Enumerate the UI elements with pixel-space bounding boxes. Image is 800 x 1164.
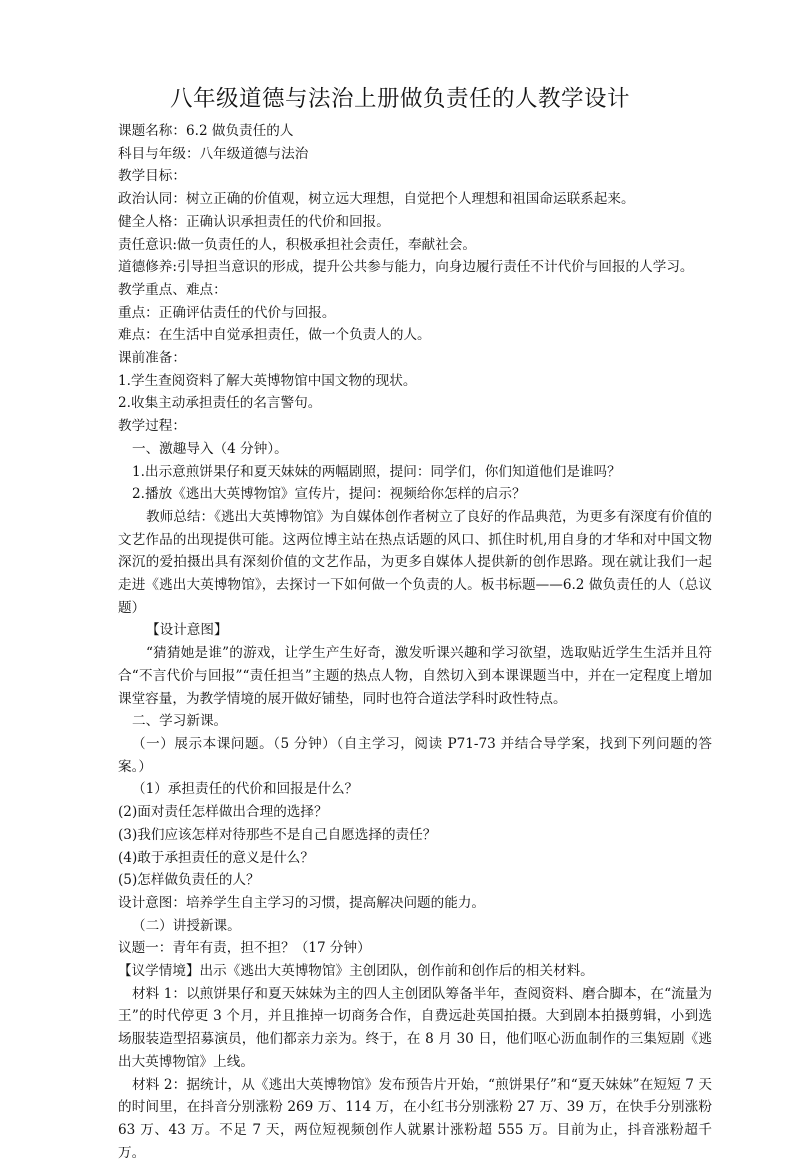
paragraph: 重点：正确评估责任的代价与回报。 — [118, 304, 336, 321]
list-item: 1.学生查阅资料了解大英博物馆中国文物的现状。 — [118, 372, 417, 389]
list-item: (3)我们应该怎样对待那些不是自己自愿选择的责任？ — [118, 826, 437, 843]
section-heading: （二）讲授新课。 — [132, 917, 241, 934]
paragraph: 【议学情境】出示《逃出大英博物馆》主创团队，创作前和创作后的相关材料。 — [118, 963, 594, 980]
paragraph: 难点：在生活中自觉承担责任，做一个负责人的人。 — [118, 327, 431, 344]
section-heading: 【设计意图】 — [146, 622, 228, 639]
paragraph: 政治认同：树立正确的价值观，树立远大理想，自觉把个人理想和祖国命运联系起来。 — [118, 191, 635, 208]
paragraph: 材料 1：以煎饼果仔和夏天妹妹为主的四人主创团队筹备半年，查阅资料、磨合脚本，在“流量为王”的时代停更 3 个月，并且推掉一切商务合作，自费远赴英国拍摄。大到剧本拍摄剪辑，小到选场服装造型招募演员，他们都亲力亲为。终于，在 8 月 30 日，他们呕心沥血制作的三集短剧《逃出大英博物馆》上线。 — [118, 985, 712, 1070]
paragraph: “猜猜她是谁”的游戏，让学生产生好奇，激发听课兴趣和学习欲望，选取贴近学生生活并且符合“不言代价与回报”“责任担当”主题的热点人物，自然切入到本课课题当中，并在一定程度上增加课堂容量，为教学情境的展开做好铺垫，同时也符合道法学科时政性特点。 — [118, 645, 712, 707]
subject-grade: 科目与年级：八年级道德与法治 — [118, 145, 309, 162]
paragraph: 材料 2：据统计，从《逃出大英博物馆》发布预告片开始，“煎饼果仔”和“夏天妹妹”在短短 7 天的时间里，在抖音分别涨粉 269 万、114 万，在小红书分别涨粉 27 万、39 万，在快手分别涨粉 63 万、43 万。不足 7 天，两位短视频创作人就累计涨粉超 555 万。目前为止，抖音涨粉超千万。 — [118, 1076, 712, 1161]
section-heading: 议题一：青年有责，担不担？（17 分钟） — [118, 940, 371, 957]
course-name: 课题名称：6.2 做负责任的人 — [118, 123, 294, 139]
section-heading: 一、激趣导入（4 分钟）。 — [132, 440, 288, 457]
list-item: 1.出示意煎饼果仔和夏天妹妹的两幅剧照，提问：同学们，你们知道他们是谁吗？ — [132, 463, 621, 480]
section-heading: 教学过程： — [118, 418, 186, 435]
section-heading: 教学重点、难点： — [118, 281, 227, 298]
paragraph: 道德修养:引导担当意识的形成，提升公共参与能力，向身边履行责任不计代价与回报的人学习。 — [118, 259, 694, 276]
section-heading: 课前准备： — [118, 350, 186, 367]
paragraph: 责任意识:做一负责任的人，积极承担社会责任，奉献社会。 — [118, 236, 477, 253]
section-heading: 教学目标： — [118, 168, 186, 185]
paragraph: （一）展示本课问题。（5 分钟）（自主学习，阅读 P71-73 并结合导学案，找到下列问题的答案。） — [118, 735, 712, 775]
list-item: （1）承担责任的代价和回报是什么？ — [132, 781, 359, 798]
list-item: 2.播放《逃出大英博物馆》宣传片，提问：视频给你怎样的启示？ — [132, 486, 526, 503]
paragraph: 设计意图：培养学生自主学习的习惯，提高解决问题的能力。 — [118, 894, 486, 911]
section-heading: 二、学习新课。 — [132, 713, 228, 730]
document-body — [118, 120, 712, 1164]
paragraph: 教师总结：《逃出大英博物馆》为自媒体创作者树立了良好的作品典范，为更多有深度有价值的文艺作品的出现提供可能。这两位博主站在热点话题的风口、抓住时机,用自身的才华和对中国文物深沉的爱拍摄出具有深刻价值的文艺作品，为更多自媒体人提供新的创作思路。现在就让我们一起走进《逃出大英博物馆》，去探讨一下如何做一个负责的人。板书标题——6.2 做负责任的人（总议题） — [118, 508, 712, 616]
list-item: 2.收集主动承担责任的名言警句。 — [118, 395, 322, 412]
list-item: (4)敢于承担责任的意义是什么？ — [118, 849, 314, 866]
list-item: (5)怎样做负责任的人？ — [118, 872, 260, 889]
document-title: 八年级道德与法治上册做负责任的人教学设计 — [169, 86, 630, 112]
list-item: (2)面对责任怎样做出合理的选择？ — [118, 804, 328, 821]
paragraph: 健全人格：正确认识承担责任的代价和回报。 — [118, 213, 390, 230]
